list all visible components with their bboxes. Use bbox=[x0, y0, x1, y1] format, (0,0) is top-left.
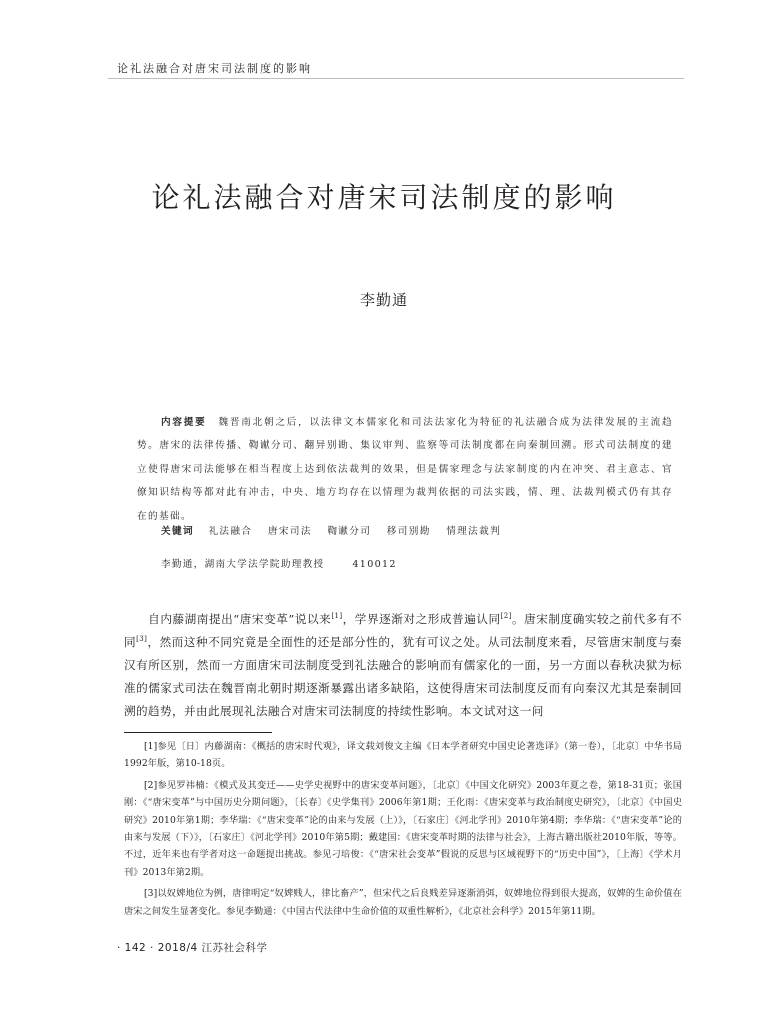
footnote-ref[interactable]: [1] bbox=[331, 612, 343, 621]
footnote bbox=[124, 738, 682, 773]
body-paragraph bbox=[124, 608, 682, 723]
keyword: 鞫谳分司 bbox=[327, 526, 372, 537]
footnotes bbox=[124, 738, 682, 924]
keyword: 情理法裁判 bbox=[446, 526, 502, 537]
abstract bbox=[137, 411, 673, 528]
header-rule bbox=[108, 78, 684, 79]
footnote-text: [1]参见〔日〕内藤湖南：《概括的唐宋时代观》，译文载刘俊文主编《日本学者研究中国史论著选译》（第一卷），〔北京〕中华书局1992年版，第10-18页。 bbox=[124, 741, 682, 770]
footnote-text: [2]参见罗祎楠：《模式及其变迁——史学史视野中的唐宋变革问题》，〔北京〕《中国文化研究》2003年夏之卷，第18-31页；张国刚：《“唐宋变革”与中国历史分期问题》，〔长春〕《史学集刊》2006年第1期；王化雨：《唐宋变革与政治制度史研究》，〔北京〕《中国史研究》2010年第1期；李华瑞：《“唐宋变革”论的由来与发展（上）》，〔石家庄〕《河北学刊》2010年第4期；李华瑞：《“唐宋变革”论的由来与发展（下）》，〔石家庄〕《河北学刊》2010年第5期；戴建国：《唐宋变革时期的法律与社会》，上海古籍出版社2010年版，等等。不过，近年来也有学者对这一命题提出挑战。参见刁培俊：《“唐宋社会变革”假说的反思与区域视野下的“历史中国”》，〔上海〕《学术月刊》2013年第2期。 bbox=[124, 779, 682, 878]
running-header: 论礼法融合对唐宋司法制度的影响 bbox=[117, 62, 312, 75]
page-title: 论礼法融合对唐宋司法制度的影响 bbox=[151, 181, 617, 214]
abstract-text: 魏晋南北朝之后，以法律文本儒家化和司法法家化为特征的礼法融合成为法律发展的主流趋势。唐宋的法律传播、鞫谳分司、翻异别勘、集议审判、监察等司法制度都在向秦制回溯。形式司法制度的建立使得唐宋司法能够在相当程度上达到依法裁判的效果，但是儒家理念与法家制度的内在冲突、君主意志、官僚知识结构等都对此有冲击，中央、地方均存在以情理为裁判依据的司法实践，情、理、法裁判模式仍有其存在的基础。 bbox=[137, 417, 674, 522]
affiliation-text: 李勤通，湖南大学法学院助理教授 bbox=[161, 559, 325, 570]
body-text-segment: 自内藤湖南提出“唐宋变革”说以来 bbox=[148, 612, 332, 626]
keyword: 移司别勘 bbox=[386, 526, 431, 537]
footnote-ref[interactable]: [2] bbox=[500, 612, 512, 621]
body-text-segment: ，学界逐渐对之形成普遍认同 bbox=[342, 612, 501, 626]
footnote bbox=[124, 885, 682, 920]
footnote-text: [3]以奴婢地位为例，唐律明定“奴婢贱人，律比畜产”，但宋代之后良贱差异逐渐消弭，奴婢地位得到很大提高，奴婢的生命价值在唐宋之间发生显著变化。参见李勤通：《中国古代法律中生命价值的双重性解析》，《北京社会科学》2015年第11期。 bbox=[124, 888, 682, 917]
footnote-rule bbox=[124, 732, 272, 733]
author-affiliation bbox=[161, 556, 397, 570]
keywords-label: 关键词 bbox=[161, 526, 194, 537]
keywords bbox=[161, 523, 512, 537]
keyword: 唐宋司法 bbox=[267, 526, 312, 537]
footnote bbox=[124, 777, 682, 881]
body-text-segment: ，然而这种不同究竟是全面性的还是部分性的，犹有可议之处。从司法制度来看，尽管唐宋制度与秦汉有所区别，然而一方面唐宋司法制度受到礼法融合的影响而有儒家化的一面，另一方面以春秋决狱为标准的儒家式司法在魏晋南北朝时期逐渐暴露出诸多缺陷，这使得唐宋司法制度反而有向秦汉尤其是秦制回溯的趋势，并由此展现礼法融合对唐宋司法制度的持续性影响。本文试对这一问 bbox=[124, 635, 682, 718]
footnote-ref[interactable]: [3] bbox=[136, 635, 148, 644]
body-text-segment: 。唐宋制度确实较之前代多有不同 bbox=[124, 612, 682, 649]
keyword: 礼法融合 bbox=[208, 526, 253, 537]
page-footer: · 142 · 2018/4 江苏社会科学 bbox=[117, 942, 268, 954]
postal-code: 410012 bbox=[352, 559, 397, 570]
abstract-label: 内容提要 bbox=[161, 417, 207, 428]
author-name: 李勤通 bbox=[359, 291, 408, 309]
